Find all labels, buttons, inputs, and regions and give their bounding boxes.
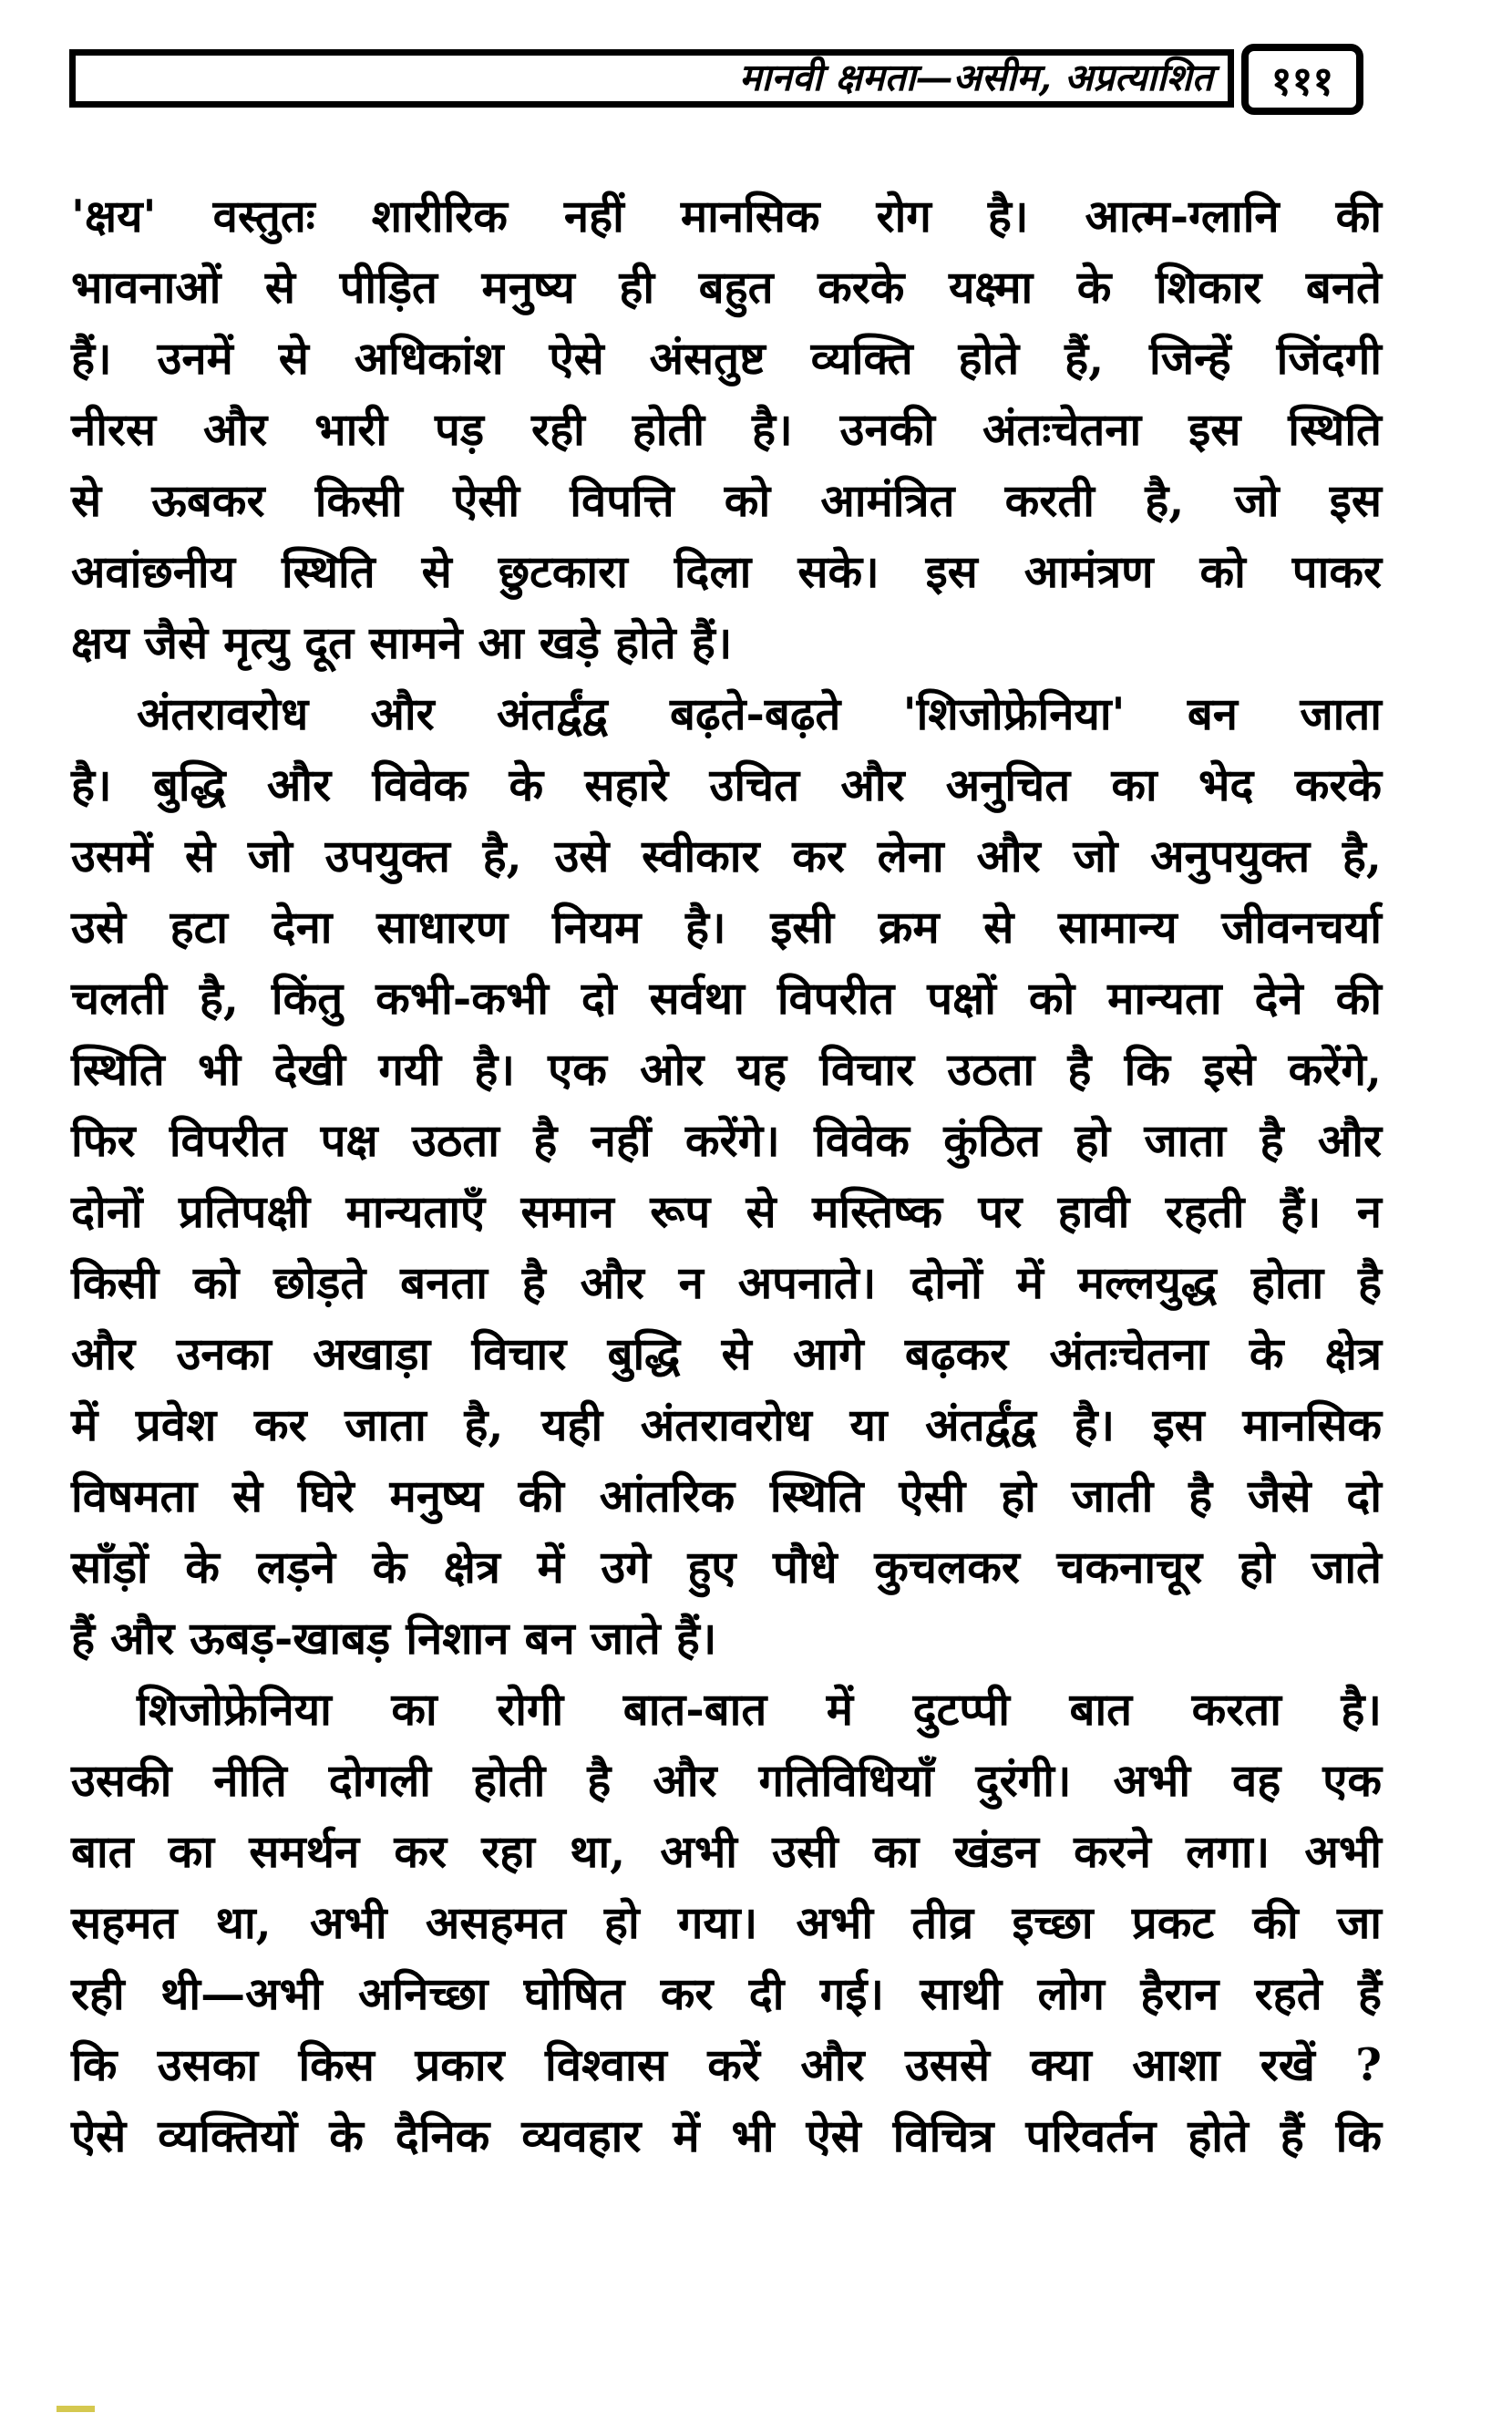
- text-line: चलती है, किंतु कभी-कभी दो सर्वथा विपरीत पक्षों को मान्यता देने की: [71, 972, 1382, 1025]
- text-line: और उनका अखाड़ा विचार बुद्धि से आगे बढ़कर अंतःचेतना के क्षेत्र: [71, 1327, 1382, 1380]
- text-line: क्षय जैसे मृत्यु दूत सामने आ खड़े होते हैं।: [71, 616, 733, 669]
- text-line: विषमता से घिरे मनुष्य की आंतरिक स्थिति ऐसी हो जाती है जैसे दो: [71, 1469, 1382, 1522]
- text-line: हैं। उनमें से अधिकांश ऐसे अंसतुष्ट व्यक्ति होते हैं, जिन्हें जिंदगी: [71, 332, 1382, 385]
- text-line: भावनाओं से पीड़ित मनुष्य ही बहुत करके यक्ष्मा के शिकार बनते: [71, 261, 1382, 314]
- text-line: रही थी—अभी अनिच्छा घोषित कर दी गई। साथी लोग हैरान रहते हैं: [71, 1967, 1382, 2020]
- text-line: बात का समर्थन कर रहा था, अभी उसी का खंडन करने लगा। अभी: [71, 1825, 1382, 1878]
- text-line: स्थिति भी देखी गयी है। एक ओर यह विचार उठता है कि इसे करेंगे,: [71, 1043, 1382, 1096]
- text-line: दोनों प्रतिपक्षी मान्यताएँ समान रूप से मस्तिष्क पर हावी रहती हैं। न: [71, 1185, 1382, 1238]
- paragraph: [71, 678, 1382, 1674]
- text-line: शिजोफ्रेनिया का रोगी बात-बात में दुटप्पी बात करता है।: [137, 1683, 1382, 1736]
- text-line: है। बुद्धि और विवेक के सहारे उचित और अनुचित का भेद करके: [71, 758, 1382, 811]
- text-line: किसी को छोड़ते बनता है और न अपनाते। दोनों में मल्लयुद्ध होता है: [71, 1256, 1382, 1309]
- text-line: फिर विपरीत पक्ष उठता है नहीं करेंगे। विवेक कुंठित हो जाता है और: [71, 1114, 1382, 1167]
- text-line: हैं और ऊबड़-खाबड़ निशान बन जाते हैं।: [71, 1612, 717, 1665]
- text-line: में प्रवेश कर जाता है, यही अंतरावरोध या अंतर्द्वंद्व है। इस मानसिक: [71, 1398, 1382, 1451]
- text-line: उसे हटा देना साधारण नियम है। इसी क्रम से सामान्य जीवनचर्या: [71, 901, 1382, 954]
- page-number-box: [1241, 44, 1363, 115]
- text-line: अंतरावरोध और अंतर्द्वंद्व बढ़ते-बढ़ते 'शिजोफ्रेनिया' बन जाता: [137, 687, 1382, 740]
- paragraph: [71, 180, 1382, 678]
- page-title: मानवी क्षमता—असीम, अप्रत्याशित: [738, 56, 1213, 99]
- running-header-box: [69, 49, 1234, 108]
- body-text: [71, 180, 1382, 2171]
- page-number: १११: [1270, 58, 1334, 105]
- text-line: उसकी नीति दोगली होती है और गतिविधियाँ दुरंगी। अभी वह एक: [71, 1754, 1382, 1807]
- scan-artifact-mark: [57, 2406, 95, 2412]
- text-line: उसमें से जो उपयुक्त है, उसे स्वीकार कर लेना और जो अनुपयुक्त है,: [71, 830, 1382, 882]
- paragraph: [71, 1674, 1382, 2171]
- text-line: से ऊबकर किसी ऐसी विपत्ति को आमंत्रित करती है, जो इस: [71, 474, 1382, 527]
- text-line: नीरस और भारी पड़ रही होती है। उनकी अंतःचेतना इस स्थिति: [71, 403, 1382, 456]
- text-line: साँड़ों के लड़ने के क्षेत्र में उगे हुए पौधे कुचलकर चकनाचूर हो जाते: [71, 1541, 1382, 1593]
- text-line: अवांछनीय स्थिति से छुटकारा दिला सके। इस आमंत्रण को पाकर: [71, 545, 1382, 598]
- text-line: ऐसे व्यक्तियों के दैनिक व्यवहार में भी ऐसे विचित्र परिवर्तन होते हैं कि: [71, 2109, 1382, 2162]
- text-line: कि उसका किस प्रकार विश्वास करें और उससे क्या आशा रखें ?: [71, 2038, 1382, 2091]
- text-line: 'क्षय' वस्तुतः शारीरिक नहीं मानसिक रोग है। आत्म-ग्लानि की: [71, 190, 1382, 242]
- text-line: सहमत था, अभी असहमत हो गया। अभी तीव्र इच्छा प्रकट की जा: [71, 1896, 1382, 1949]
